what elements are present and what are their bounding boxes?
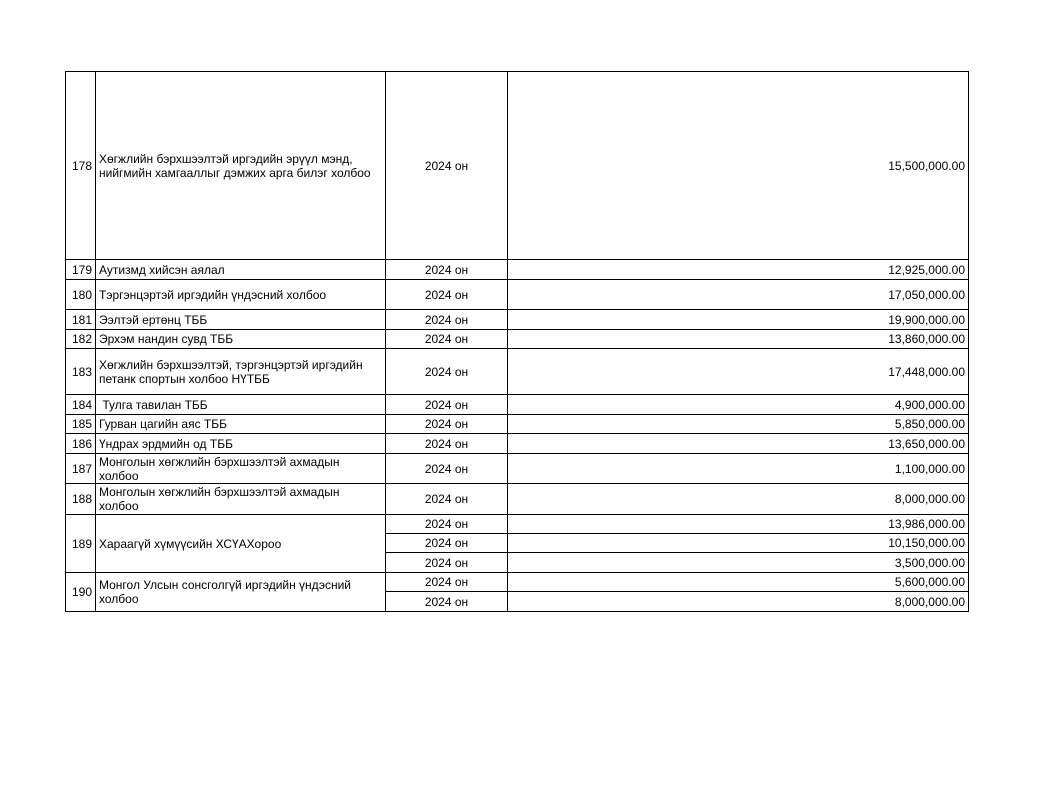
table-row bbox=[66, 72, 969, 260]
year-cell: 2024 он bbox=[386, 434, 508, 454]
row-number: 190 bbox=[66, 573, 96, 612]
amount-cell: 3,500,000.00 bbox=[508, 553, 969, 573]
amount-cell: 19,900,000.00 bbox=[508, 310, 969, 330]
year-cell: 2024 он bbox=[386, 592, 508, 612]
organization-name: Аутизмд хийсэн аялал bbox=[96, 260, 386, 280]
year-cell: 2024 он bbox=[386, 415, 508, 434]
table-row bbox=[66, 330, 969, 349]
table-row bbox=[66, 395, 969, 415]
row-number: 178 bbox=[66, 72, 96, 260]
year-cell: 2024 он bbox=[386, 280, 508, 310]
organization-name: Монгол Улсын сонсголгүй иргэдийн үндэсний холбоо bbox=[96, 573, 386, 612]
organization-name: Монголын хөгжлийн бэрхшээлтэй ахмадын холбоо bbox=[96, 454, 386, 484]
amount-cell: 8,000,000.00 bbox=[508, 484, 969, 515]
organization-name: Ээлтэй ертөнц ТББ bbox=[96, 310, 386, 330]
table-row bbox=[66, 515, 969, 534]
row-number: 180 bbox=[66, 280, 96, 310]
table-row bbox=[66, 484, 969, 515]
organization-name: Үндрах эрдмийн од ТББ bbox=[96, 434, 386, 454]
year-cell: 2024 он bbox=[386, 454, 508, 484]
organization-name: Хараагүй хүмүүсийн ХСҮАХороо bbox=[96, 515, 386, 573]
organization-name: Тулга тавилан ТББ bbox=[96, 395, 386, 415]
organization-name: Эрхэм нандин сувд ТББ bbox=[96, 330, 386, 349]
table-row bbox=[66, 260, 969, 280]
table-row bbox=[66, 280, 969, 310]
year-cell: 2024 он bbox=[386, 484, 508, 515]
year-cell: 2024 он bbox=[386, 515, 508, 534]
row-number: 183 bbox=[66, 349, 96, 395]
amount-cell: 17,050,000.00 bbox=[508, 280, 969, 310]
table-row bbox=[66, 434, 969, 454]
row-number: 185 bbox=[66, 415, 96, 434]
amount-cell: 13,986,000.00 bbox=[508, 515, 969, 534]
table-row bbox=[66, 573, 969, 592]
amount-cell: 8,000,000.00 bbox=[508, 592, 969, 612]
grant-table bbox=[65, 71, 969, 612]
amount-cell: 12,925,000.00 bbox=[508, 260, 969, 280]
amount-cell: 15,500,000.00 bbox=[508, 72, 969, 260]
year-cell: 2024 он bbox=[386, 72, 508, 260]
table-row bbox=[66, 415, 969, 434]
organization-name: Монголын хөгжлийн бэрхшээлтэй ахмадын холбоо bbox=[96, 484, 386, 515]
row-number: 182 bbox=[66, 330, 96, 349]
year-cell: 2024 он bbox=[386, 573, 508, 592]
year-cell: 2024 он bbox=[386, 260, 508, 280]
year-cell: 2024 он bbox=[386, 395, 508, 415]
table-row bbox=[66, 454, 969, 484]
amount-cell: 13,860,000.00 bbox=[508, 330, 969, 349]
amount-cell: 10,150,000.00 bbox=[508, 534, 969, 553]
row-number: 179 bbox=[66, 260, 96, 280]
organization-name: Хөгжлийн бэрхшээлтэй, тэргэнцэртэй иргэдийн петанк спортын холбоо НҮТББ bbox=[96, 349, 386, 395]
table-row bbox=[66, 310, 969, 330]
row-number: 181 bbox=[66, 310, 96, 330]
amount-cell: 4,900,000.00 bbox=[508, 395, 969, 415]
organization-name: Хөгжлийн бэрхшээлтэй иргэдийн эрүүл мэнд, нийгмийн хамгааллыг дэмжих арга билэг холбоо bbox=[96, 72, 386, 260]
amount-cell: 5,850,000.00 bbox=[508, 415, 969, 434]
year-cell: 2024 он bbox=[386, 330, 508, 349]
organization-name: Тэргэнцэртэй иргэдийн үндэсний холбоо bbox=[96, 280, 386, 310]
year-cell: 2024 он bbox=[386, 349, 508, 395]
amount-cell: 1,100,000.00 bbox=[508, 454, 969, 484]
year-cell: 2024 он bbox=[386, 310, 508, 330]
year-cell: 2024 он bbox=[386, 553, 508, 573]
row-number: 188 bbox=[66, 484, 96, 515]
row-number: 184 bbox=[66, 395, 96, 415]
organization-name: Гурван цагийн аяс ТББ bbox=[96, 415, 386, 434]
amount-cell: 5,600,000.00 bbox=[508, 573, 969, 592]
table-row bbox=[66, 349, 969, 395]
row-number: 189 bbox=[66, 515, 96, 573]
row-number: 186 bbox=[66, 434, 96, 454]
amount-cell: 13,650,000.00 bbox=[508, 434, 969, 454]
year-cell: 2024 он bbox=[386, 534, 508, 553]
amount-cell: 17,448,000.00 bbox=[508, 349, 969, 395]
row-number: 187 bbox=[66, 454, 96, 484]
